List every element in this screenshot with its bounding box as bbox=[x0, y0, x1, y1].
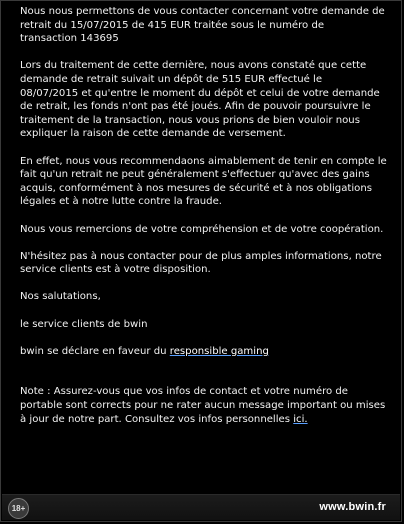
paragraph-thanks: Nous vous remercions de votre compréhension et de votre coopération. bbox=[20, 223, 384, 235]
personal-info-link[interactable]: ici. bbox=[293, 413, 308, 425]
paragraph-deposit-details: Lors du traitement de cette dernière, nous avons constaté que cette demande de retrait suivait un dépôt de 515 EUR effectué le 08/07/2015 et qu'entre le moment du dépôt et celui de votre demande de retrait, les fonds n'ont pas été joués. Afin de pouvoir poursuivre le traitement de la transaction, nous vous prions de bien vouloir nous expliquer la raison de cette demande de versement. bbox=[20, 60, 380, 140]
salutation: Nos salutations, bbox=[20, 291, 101, 303]
message-body bbox=[20, 5, 388, 440]
note-paragraph bbox=[20, 385, 388, 426]
paragraph-contact-info: N'hésitez pas à nous contacter pour de plus amples informations, notre service clients est à votre disposition. bbox=[20, 250, 382, 276]
responsible-gaming-prefix: bwin se déclare en faveur du bbox=[20, 345, 170, 357]
brand-url[interactable]: www.bwin.fr bbox=[319, 501, 386, 513]
note-text: Note : Assurez-vous que vos infos de contact et votre numéro de portable sont corrects pour ne rater aucun message important ou mises à jour de notre part. Consultez vos infos personnelles bbox=[20, 386, 386, 425]
signature: le service clients de bwin bbox=[20, 318, 148, 330]
age-restriction-badge-icon: 18+ bbox=[8, 498, 29, 519]
footer-bar bbox=[2, 494, 400, 520]
responsible-gaming-link[interactable]: responsible gaming bbox=[169, 345, 269, 357]
responsible-gaming-line bbox=[20, 345, 388, 359]
paragraph-withdrawal-request: Nous nous permettons de vous contacter concernant votre demande de retrait du 15/07/2015 de 415 EUR traitée sous le numéro de transaction 143695 bbox=[20, 6, 385, 45]
paragraph-security-recommendation: En effet, nous vous recommendaons aimablement de tenir en compte le fait qu'un retrait ne peut généralement s'effectuer qu'avec des gains acquis, conformément à nos mesures de sécurité et à nos obligations légales et à notre lutte contre la fraude. bbox=[20, 155, 387, 208]
